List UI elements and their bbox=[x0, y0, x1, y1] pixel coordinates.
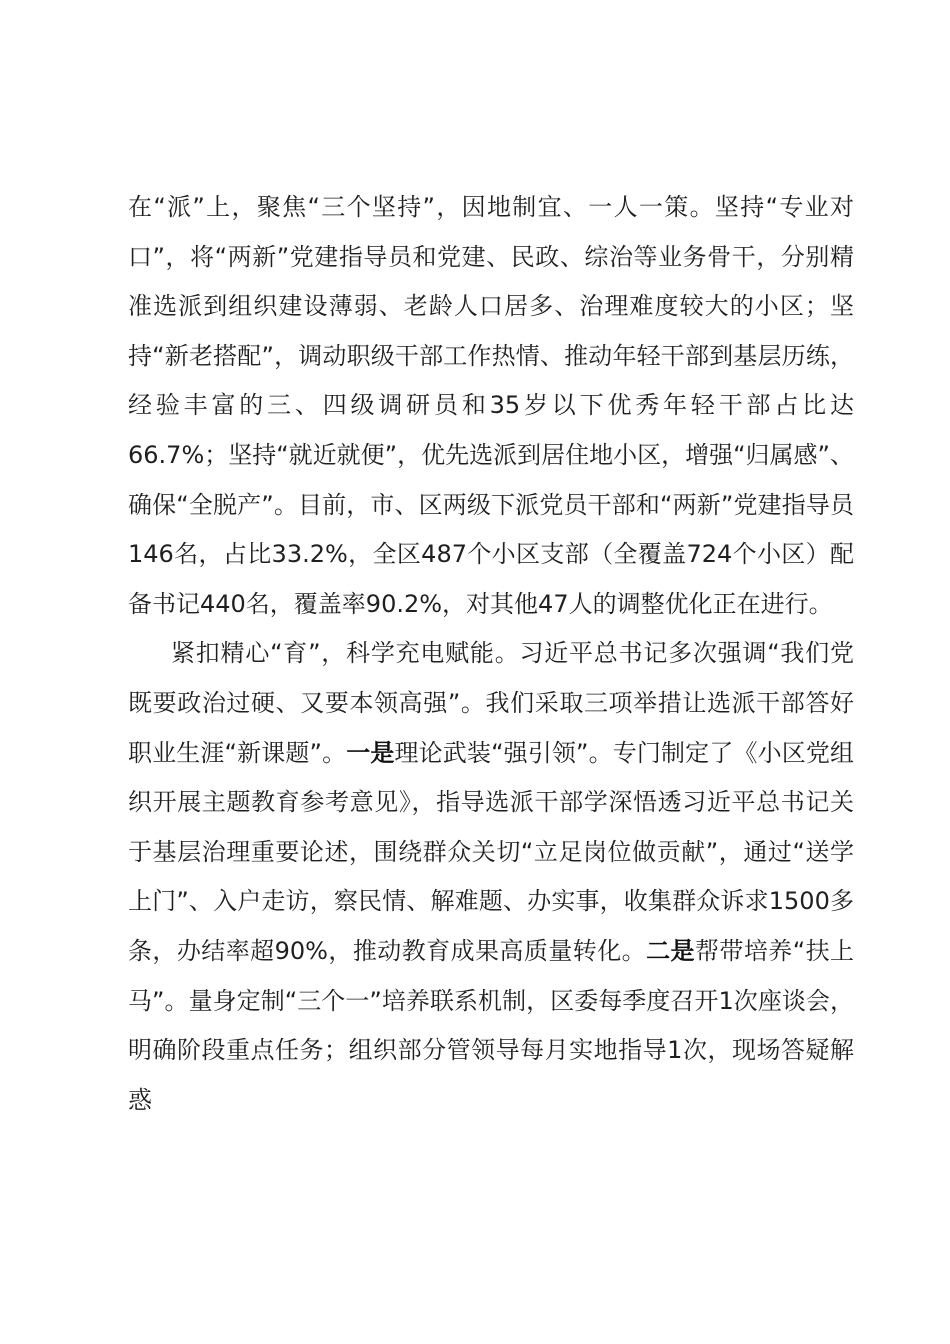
document-body bbox=[128, 183, 854, 1125]
paragraph bbox=[128, 183, 854, 629]
paragraph-text: 紧扣精心“育”，科学充电赋能。习近平总书记多次强调“我们党既要政治过硬、又要本领高强”。我们采取三项举措让选派干部答好职业生涯“新课题”。 bbox=[128, 639, 854, 767]
paragraph-text: 帮带培养“扶上马”。量身定制“三个一”培养联系机制，区委每季度召开1次座谈会，明确阶段重点任务；组织部分管领导每月实地指导1次，现场答疑解惑 bbox=[128, 936, 855, 1114]
paragraph-text: 理论武装“强引领”。专门制定了《小区党组织开展主题教育参考意见》，指导选派干部学深悟透习近平总书记关于基层治理重要论述，围绕群众关切“立足岗位做贡献”，通过“送学上门”、入户走访，察民情、解难题、办实事，收集群众诉求1500多条，办结率超90%，推动教育成果高质量转化。 bbox=[128, 738, 855, 965]
paragraph-text: 在“派”上，聚焦“三个坚持”，因地制宜、一人一策。坚持“专业对口”，将“两新”党建指导员和党建、民政、综治等业务骨干，分别精准选派到组织建设薄弱、老龄人口居多、治理难度较大的小区；坚持“新老搭配”，调动职级干部工作热情、推动年轻干部到基层历练，经验丰富的三、四级调研员和35岁以下优秀年轻干部占比达66.7%；坚持“就近就便”，优先选派到居住地小区，增强“归属感”、确保“全脱产”。目前，市、区两级下派党员干部和“两新”党建指导员146名，占比33.2%，全区487个小区支部（全覆盖724个小区）配备书记440名，覆盖率90.2%，对其他47人的调整优化正在进行。 bbox=[128, 193, 854, 618]
bold-lead-text: 二是 bbox=[646, 936, 695, 965]
bold-lead-text: 一是 bbox=[346, 738, 395, 767]
paragraph bbox=[128, 629, 854, 1125]
